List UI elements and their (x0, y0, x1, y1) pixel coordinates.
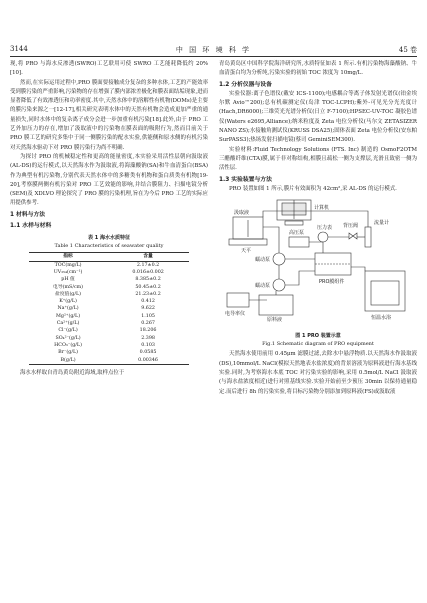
table-cell: Br⁻(g/L) (58, 350, 79, 356)
conductivity-meter-icon (227, 293, 249, 307)
label-thermostatic-bath: 恒温水浴 (371, 315, 392, 322)
high-pressure-pump-icon (289, 237, 309, 247)
table-cell: UV₂₅₄(cm⁻¹) (53, 269, 83, 275)
label-flow-meter: 流量计 (374, 220, 390, 227)
table-row (29, 291, 189, 298)
paragraph-sampling: 海水水样取自青岛黄岛附近海域,取样点位于 (20, 369, 125, 376)
table-cell: B(g/L) (29, 357, 107, 365)
paragraph-membrane: 实验材料:Fluid Technology Solutions (FTS. Inc) 制造的 OsmoF2OTM 三醋酸纤维(CTA)膜,属于非对称结构,相膜且疏松一侧为支撑层,光滑且致密一侧为活性层. (219, 146, 417, 172)
table-cell: 18.206 (139, 328, 157, 334)
subsection-heading-water: 1.1 水样与材料 (10, 223, 52, 230)
table-cell: 2.17±0.2 (136, 262, 160, 268)
left-column (10, 60, 208, 378)
running-header (10, 44, 417, 57)
back-pressure-valve-icon (349, 233, 357, 239)
label-pressure-gauge: 压力表 (317, 225, 333, 232)
label-balance: 天平 (241, 248, 252, 255)
table-cell: pH 值 (61, 277, 75, 283)
table-cell: Cl⁻(g/L) (58, 328, 78, 334)
table-row (29, 305, 189, 312)
table-caption-en: Table 1 Characteristics of seawater quality (54, 242, 164, 249)
table-cell: 0.016±0.002 (132, 269, 164, 275)
table-row (29, 313, 189, 320)
label-pump-2: 蠕动泵 (255, 283, 271, 290)
table-cell: 8.385±0.2 (135, 277, 161, 283)
table-cell: 电导(mS/cm) (53, 284, 84, 290)
table-row (29, 320, 189, 327)
table-cell: HCO₃⁻(g/L) (54, 342, 82, 348)
section-heading-materials: 1 材料与方法 (10, 211, 46, 218)
figure-caption (219, 333, 417, 348)
label-feed-solution: 原料液 (267, 317, 283, 324)
table-caption-cn: 表 1 海水水质特征 (88, 235, 130, 242)
peristaltic-pump-icon (273, 279, 285, 291)
table-row (29, 342, 189, 349)
label-computer: 计算机 (314, 205, 330, 212)
balance-icon (229, 239, 267, 245)
table-cell: Ca²⁺(g/L) (56, 321, 80, 327)
table-cell: TOC(mg/L) (54, 262, 82, 268)
volume-number: 45 卷 (398, 46, 417, 54)
table-cell: 0.412 (141, 299, 155, 305)
table-cell: 0.0585 (139, 350, 157, 356)
table-row (29, 335, 189, 342)
table-row (29, 298, 189, 305)
paragraph-swro: 现,将 PRO 与海水反渗透(SWRO)工艺联用可使 SWRO 工艺能耗降低约 20%[10]. (10, 61, 208, 77)
table-cell: 0.00346 (107, 357, 189, 365)
subsection-heading-instruments: 1.2 分析仪器与设备 (219, 81, 272, 88)
table-row (29, 357, 189, 365)
pressure-gauge-icon (318, 232, 328, 242)
table-header-content: 含量 (107, 253, 189, 261)
journal-title: 中 国 环 境 科 学 (175, 46, 252, 54)
figure-caption-en: Fig.1 Schematic diagram of PRO equipment (262, 340, 374, 347)
table-cell: SO₄²⁻(g/L) (55, 335, 81, 341)
table-cell: 2.398 (141, 335, 155, 341)
table-cell: 1.105 (141, 313, 155, 319)
paragraph-setup: PRO 装置如图 1 所示,膜片有效面积为 42cm²,采 AL-DS 的运行模式. (229, 185, 397, 192)
seawater-quality-table (29, 252, 189, 364)
table-row (29, 284, 189, 291)
paragraph-sampling-cont: 青岛黄岛区中国科学院海洋研究所,水质特征如表 1 所示.有机污染物海藻酸钠、牛血清蛋白均为分析纯,污染实验的初始 TOC 浓度为 10mg/L. (219, 61, 417, 77)
paragraph-procedure: 天然海水使用前用 0.45μm 滤膜过滤,去除水中悬浮物质.以天然海水作汲取液(DS),10mmol/L NaCl(模拟天然地表水盐浓度)的背景溶液为原料液进行海水基线实验.同时,为考察海水本底 TOC 对污染实验的影响,采用 0.5mol/L NaCl 汲取液(与海水盐浓度相近)进行对照基线实验.实验开始前至少预压 30min 以保持通量稳定.而后进行 8h 的污染实验,将目标污染物分别添加到原料液(FS)或汲取液 (219, 351, 417, 395)
paragraph-instruments: 实验仪器:离子色谱仪(戴安 ICS-1100);电感耦合等离子体发射光谱仪(铂金埃尔默 Avio™200);总有机碳测定仪(岛津 TOC-LCPH);紫外-可见光分光光度计(Hach,DR6000);三维荧光光谱分析仪(日立 F-7100);HPSEC-UV-TOC 凝胶色谱仪(Waters e2695,Alliance);纳米粒度及 Zeta 电位分析仪(马尔文 ZETASIZER NANO ZS);水接触角测试仪(KRUSS DSA25);固体表面 Zeta 电位分析仪(安东帕 SurPASS3);热场发射扫描电镜(蔡司 GeminiSEM300). (219, 90, 417, 144)
table-row (29, 276, 189, 283)
right-column (219, 60, 417, 397)
paragraph-aim: 为探讨 PRO 的机械稳定性和更高的能量密度,本实验采用活性层朝向汲取液(AL-DS)的运行模式,以天然海水作为汲取液,将海藻酸钠(SA)和牛血清蛋白(BSA)作为典型有机污染物,分别代表天然水体中的多糖类有机物和蛋白质类有机物[19-20],考察膜两侧有机污染对 PRO 工艺效能的影响,并结合膜阻力、扫描电镜分析(SEM)及 XDLVO 理论探究了 PRO 膜的污染机理,旨在为今后 PRO 工艺的实际应用提供参考. (10, 153, 208, 207)
peristaltic-pump-icon (273, 253, 285, 265)
feed-solution-tank-icon (259, 295, 293, 315)
table-cell: 21.23±0.2 (135, 291, 161, 297)
table-row (29, 269, 189, 276)
table-row (29, 261, 189, 269)
table-cell: Mg²⁺(g/L) (56, 313, 81, 319)
label-pro-module: PRO膜组件 (319, 279, 345, 286)
flow-meter-icon (365, 227, 371, 247)
table-cell: 50.45±0.2 (135, 284, 161, 290)
label-back-pressure-valve: 背压阀 (343, 223, 359, 230)
page-number: 3144 (10, 45, 28, 53)
figure-caption-cn: 图 1 PRO 装置示意 (295, 333, 341, 340)
table-cell: 盐度值(g/L) (55, 291, 82, 297)
label-draw-solution: 汲取液 (234, 210, 250, 217)
table-row (29, 327, 189, 334)
table-cell: 0.103 (141, 342, 155, 348)
subsection-heading-setup: 1.3 实验装置与方法 (219, 176, 272, 183)
table-caption (10, 235, 208, 250)
table-cell: K⁺(g/L) (59, 299, 77, 305)
table-cell: 9.622 (141, 306, 155, 312)
label-conductivity-meter: 电导率仪 (225, 311, 246, 318)
table-cell: Na⁺(g/L) (57, 306, 79, 312)
paragraph-fouling: 然而,在实际运用过程中,PRO 膜面要接触成分复杂的多种水体,工艺的产能效率受到膜污染的严重影响,污染物的存在增强了膜内部浓差极化和膜表面结垢现象,进而显著降低了有效渗透压和功率密度.其中,天然水体中的溶解性有机物(DOMs)是主要的膜污染来源之一[12-17],相关研究表明水体中的天然有机物会造成更加严重的通量损失,同时水体中的复杂离子成分会进一步加重有机污染[18].此外,由于 PRO 工艺外加压力的存在,增加了汲取液中的污染物在膜表面的吸附行为,然而目前关于 PRO 膜工艺的研究多集中于同一侧膜污染的配水实验,供能侧和原水侧的有机污染对天然海水驱动下对 PRO 膜污染行为尚不明确. (10, 79, 208, 151)
label-high-pressure-pump: 高压泵 (289, 230, 305, 237)
table-cell: 0.267 (141, 321, 155, 327)
label-pump-1: 蠕动泵 (255, 257, 271, 264)
table-row (29, 349, 189, 356)
table-header-indicator: 指标 (29, 253, 107, 261)
pro-equipment-diagram (219, 197, 417, 325)
